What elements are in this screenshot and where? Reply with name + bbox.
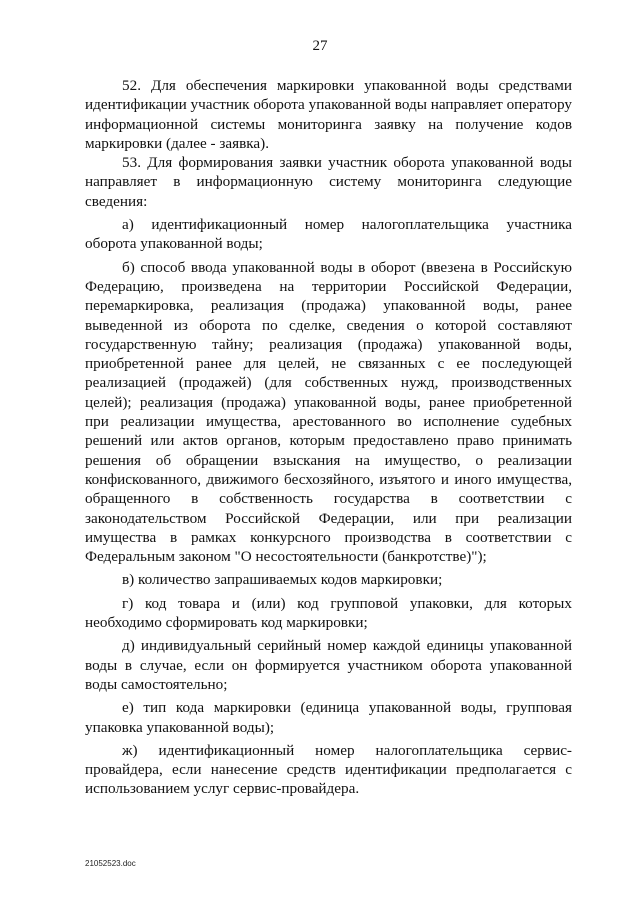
- footer-filename: 21052523.doc: [85, 859, 136, 868]
- item-d: д) индивидуальный серийный номер каждой единицы упакованной воды в случае, если он формируется участником оборота упакованной воды самостоятельно;: [85, 637, 572, 693]
- item-a: а) идентификационный номер налогоплательщика участника оборота упакованной воды;: [85, 216, 572, 253]
- document-body: [85, 76, 572, 799]
- paragraph-53: 53. Для формирования заявки участник оборота упакованной воды направляет в информационную систему мониторинга следующие сведения:: [85, 154, 572, 210]
- paragraph-52: 52. Для обеспечения маркировки упакованной воды средствами идентификации участник оборота упакованной воды направляет оператору информационной системы мониторинга заявку на получение кодов маркировки (далее - заявка).: [85, 77, 572, 152]
- item-v: в) количество запрашиваемых кодов маркировки;: [122, 571, 443, 589]
- item-zh: ж) идентификационный номер налогоплательщика сервис-провайдера, если нанесение средств идентификации предполагается с использованием услуг сервис-провайдера.: [85, 741, 572, 798]
- item-b: б) способ ввода упакованной воды в оборот (ввезена в Российскую Федерацию, произведена на территории Российской Федерации, перемаркировка, реализация (продажа) упакованной воды, ранее выведенной из оборота по сделке, сведения о которой составляют государственную тайну; реализация (продажа) упакованной воды, приобретенной ранее для целей, не связанных с ее последующей реализацией (продажей) (для собственных нужд, производственных целей); реализация (продажа) упакованной воды, ранее приобретенной при реализации имущества, арестованного во исполнение судебных решений или актов органов, которым предоставлено право принимать решения об обращении взыскания на имущество, о реализации конфискованного, движимого бесхозяйного, изъятого и иного имущества, обращенного в собственность государства в соответствии с законодательством Российской Федерации, или при реализации имущества в рамках конкурсного производства в соответствии с Федеральным законом "О несостоятельности (банкротстве)");: [85, 258, 572, 566]
- item-g: г) код товара и (или) код групповой упаковки, для которых необходимо сформировать код маркировки;: [85, 594, 572, 632]
- item-e: е) тип кода маркировки (единица упакованной воды, групповая упаковка упакованной воды);: [85, 699, 572, 736]
- page-number: 27: [312, 38, 328, 54]
